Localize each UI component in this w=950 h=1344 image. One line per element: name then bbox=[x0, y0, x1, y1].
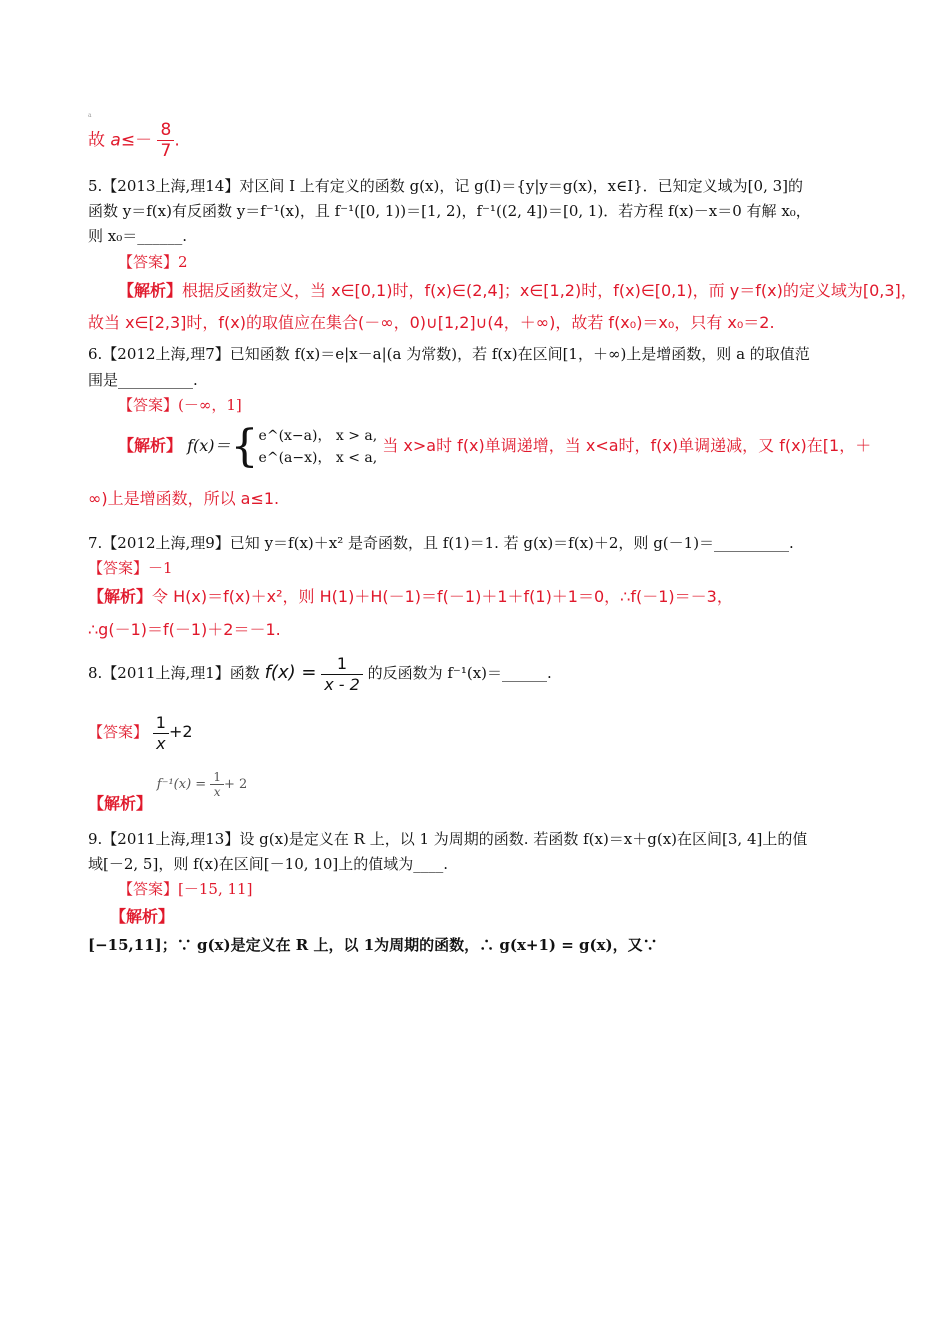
answer-suffix: +2 bbox=[168, 722, 193, 741]
q5-solution-2: 故当 x∈[2,3]时，f(x)的取值应在集合(－∞，0)∪[1,2]∪(4，＋∞)，故若 f(x₀)＝x₀，只有 x₀＝2. bbox=[88, 313, 775, 332]
formula-fraction bbox=[210, 770, 224, 799]
q6-line-1: 6.【2012上海,理7】已知函数 f(x)＝e|x－a|(a 为常数)，若 f(x)在区间[1，＋∞)上是增函数，则 a 的取值范 bbox=[88, 345, 810, 363]
solution-label: 【解析】 bbox=[118, 436, 183, 455]
q7-solution-2: ∴g(－1)＝f(－1)＋2＝－1. bbox=[88, 620, 281, 639]
case-2: e^(a−x)， x < a, bbox=[258, 449, 378, 466]
fraction-numerator: 8 bbox=[157, 120, 174, 141]
q5-solution-1 bbox=[118, 280, 917, 302]
conclusion-fraction bbox=[157, 120, 174, 161]
conclusion-var: a bbox=[110, 130, 121, 151]
answer-value: －1 bbox=[148, 559, 173, 577]
q7-line-1: 7.【2012上海,理9】已知 y＝f(x)＋x² 是奇函数，且 f(1)＝1. 若 g(x)＝f(x)＋2，则 g(－1)＝__________. bbox=[88, 534, 794, 552]
q8-question bbox=[88, 650, 552, 696]
q8-fx: f(x) = bbox=[264, 662, 317, 683]
q7-answer bbox=[88, 558, 173, 578]
answer-value: (－∞，1] bbox=[178, 396, 242, 414]
q5-answer bbox=[118, 252, 188, 272]
fraction-numerator: 1 bbox=[210, 770, 224, 785]
answer-label: 【答案】 bbox=[88, 559, 149, 577]
solution-text: 当 x>a时 f(x)单调递增，当 x<a时，f(x)单调递减，又 f(x)在[1，＋ bbox=[382, 436, 872, 455]
answer-label: 【答案】 bbox=[118, 396, 179, 414]
fraction-numerator: 1 bbox=[321, 654, 363, 675]
conclusion-suffix: . bbox=[174, 130, 180, 151]
solution-label: 【解析】 bbox=[118, 281, 183, 300]
fraction-denominator: x - 2 bbox=[324, 674, 360, 694]
brace-symbol: { bbox=[230, 420, 259, 472]
case-1: e^(x−a)， x > a, bbox=[258, 427, 378, 444]
fraction-denominator: x bbox=[156, 733, 166, 753]
q6-solution-2: ∞)上是增函数，所以 a≤1. bbox=[88, 489, 280, 508]
answer-label: 【答案】 bbox=[118, 880, 179, 898]
tiny-mark: a bbox=[88, 112, 92, 119]
formula-lhs: f⁻¹(x) = bbox=[156, 777, 207, 792]
q9-solution-label: 【解析】 bbox=[110, 907, 175, 926]
q6-solution-1 bbox=[118, 420, 872, 472]
solution-label: 【解析】 bbox=[88, 794, 153, 813]
piecewise-lhs: f(x)＝ bbox=[187, 436, 231, 455]
conclusion-prefix: 故 bbox=[88, 130, 105, 151]
q8-prefix: 8.【2011上海,理1】函数 bbox=[88, 664, 260, 682]
answer-fraction bbox=[153, 713, 169, 754]
q9-line-2: 域[－2, 5]，则 f(x)在区间[－10, 10]上的值域为____. bbox=[88, 855, 448, 873]
answer-label: 【答案】 bbox=[118, 253, 179, 271]
q8-suffix: 的反函数为 f⁻¹(x)＝______. bbox=[367, 664, 552, 682]
answer-value: 2 bbox=[178, 253, 188, 271]
piecewise-function bbox=[187, 420, 382, 472]
formula-suffix: + 2 bbox=[223, 777, 248, 792]
q7-solution-1 bbox=[88, 586, 733, 608]
fraction-denominator: 7 bbox=[160, 141, 172, 161]
solution-text: 根据反函数定义，当 x∈[0,1)时，f(x)∈(2,4]；x∈[1,2)时，f(x)∈[0,1)，而 y＝f(x)的定义域为[0,3]， bbox=[182, 281, 917, 300]
answer-value: [－15, 11] bbox=[178, 880, 253, 898]
q5-line-1: 5.【2013上海,理14】对区间 I 上有定义的函数 g(x)，记 g(I)＝{y|y＝g(x)，x∈I}．已知定义域为[0, 3]的 bbox=[88, 177, 804, 195]
answer-label: 【答案】 bbox=[88, 723, 149, 741]
q6-line-2: 围是__________. bbox=[88, 371, 198, 389]
q8-answer bbox=[88, 710, 193, 754]
q9-solution-1: [−15,11]；∵ g(x)是定义在 R 上，以 1为周期的函数，∴ g(x+1) = g(x)，又∵ bbox=[88, 936, 658, 954]
conclusion-rel: ≤－ bbox=[120, 130, 153, 151]
q8-solution bbox=[88, 772, 247, 813]
solution-text: 令 H(x)＝f(x)＋x²，则 H(1)＋H(－1)＝f(－1)＋1＋f(1)＋1＝0，∴f(－1)＝－3， bbox=[152, 587, 733, 606]
q5-line-2: 函数 y＝f(x)有反函数 y＝f⁻¹(x)，且 f⁻¹([0, 1))＝[1, 2)，f⁻¹((2, 4])＝[0, 1)．若方程 f(x)－x＝0 有解 x₀， bbox=[88, 202, 811, 220]
q6-answer bbox=[118, 395, 242, 415]
q5-line-3: 则 x₀＝______. bbox=[88, 227, 188, 245]
piecewise-cases bbox=[259, 425, 378, 469]
q8-fraction bbox=[321, 654, 363, 695]
fraction-numerator: 1 bbox=[153, 713, 169, 734]
prev-conclusion bbox=[88, 120, 180, 161]
solution-label: 【解析】 bbox=[88, 587, 153, 606]
solution-formula-image bbox=[157, 765, 247, 805]
fraction-denominator: x bbox=[213, 785, 221, 799]
q9-answer bbox=[118, 879, 252, 899]
q9-line-1: 9.【2011上海,理13】设 g(x)是定义在 R 上，以 1 为周期的函数. 若函数 f(x)＝x＋g(x)在区间[3, 4]上的值 bbox=[88, 830, 808, 848]
